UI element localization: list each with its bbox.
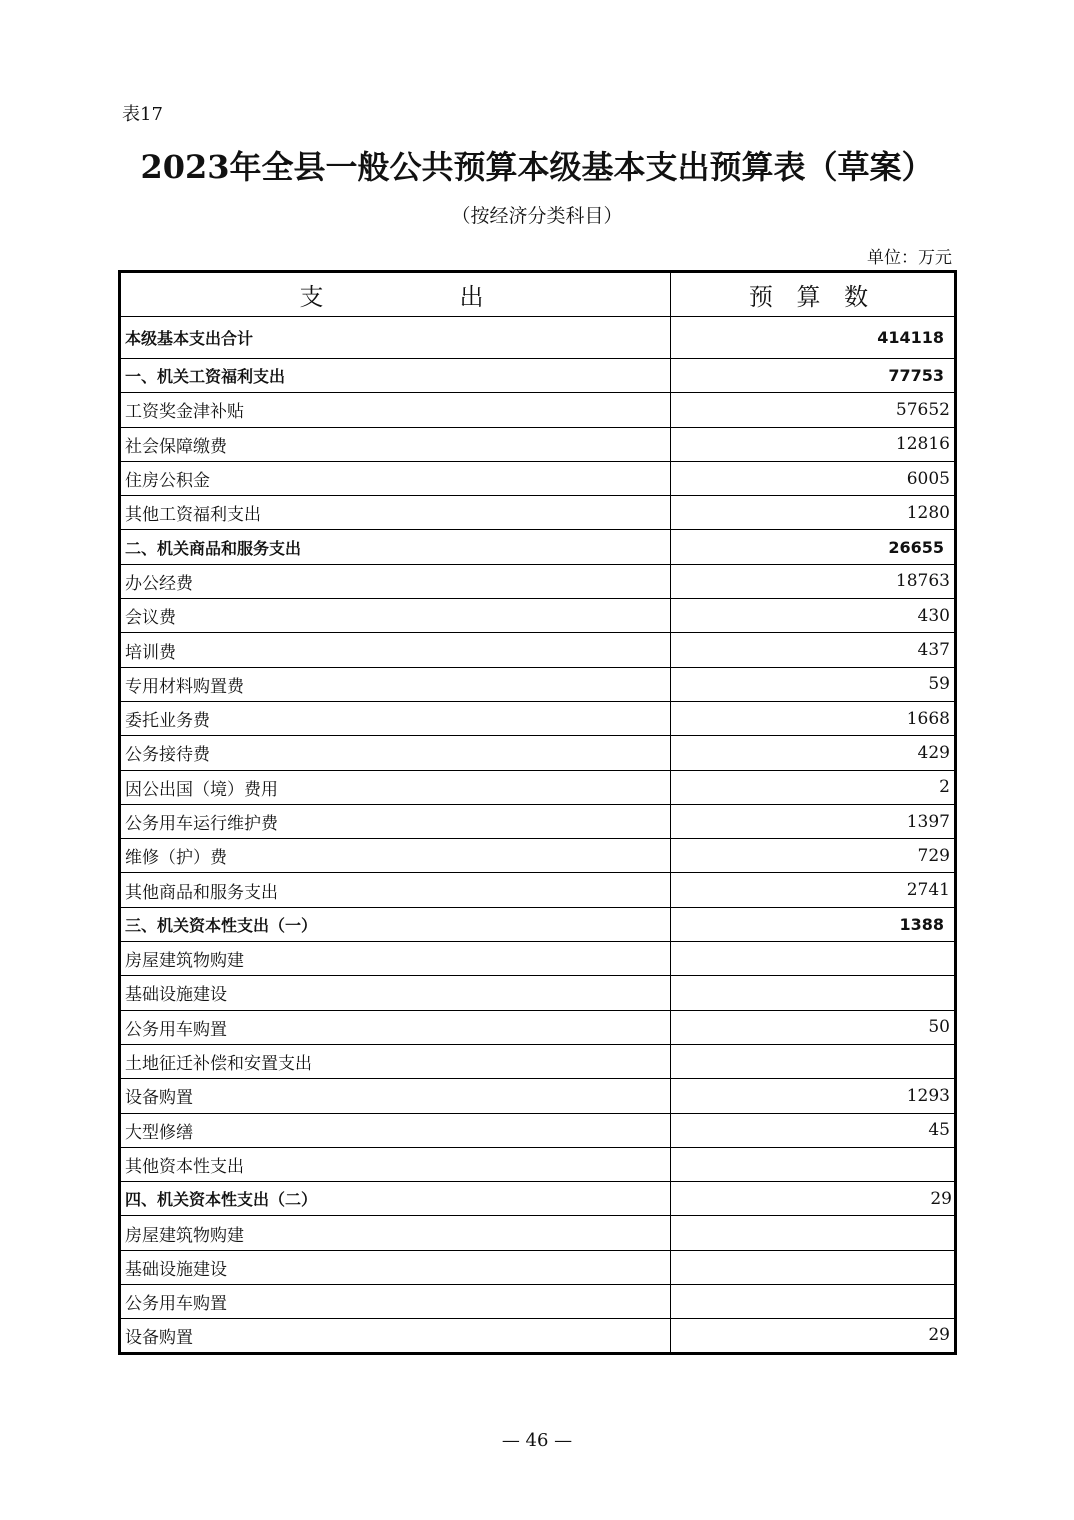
row-value: 729 — [671, 839, 956, 873]
table-row — [120, 942, 956, 976]
row-name: 工资奖金津补贴 — [120, 393, 671, 427]
row-value: 18763 — [671, 564, 956, 598]
row-value: 45 — [671, 1113, 956, 1147]
table-row — [120, 530, 956, 564]
row-value: 1397 — [671, 804, 956, 838]
row-value: 1388 — [671, 907, 956, 941]
table-row — [120, 317, 956, 359]
row-value: 2741 — [671, 873, 956, 907]
table-row — [120, 1010, 956, 1044]
table-row — [120, 667, 956, 701]
row-value: 6005 — [671, 461, 956, 495]
row-name: 一、机关工资福利支出 — [120, 359, 671, 393]
table-row — [120, 736, 956, 770]
table-row — [120, 770, 956, 804]
table-row — [120, 1285, 956, 1319]
table-row — [120, 599, 956, 633]
row-name: 公务用车购置 — [120, 1285, 671, 1319]
row-name: 其他资本性支出 — [120, 1147, 671, 1181]
row-value: 59 — [671, 667, 956, 701]
row-name: 设备购置 — [120, 1079, 671, 1113]
row-name: 三、机关资本性支出（一） — [120, 907, 671, 941]
row-value: 29 — [671, 1319, 956, 1353]
row-value — [671, 1216, 956, 1250]
row-name: 基础设施建设 — [120, 976, 671, 1010]
unit-label: 单位：万元 — [867, 248, 952, 268]
row-name: 专用材料购置费 — [120, 667, 671, 701]
row-name: 住房公积金 — [120, 461, 671, 495]
row-name: 维修（护）费 — [120, 839, 671, 873]
table-row — [120, 1044, 956, 1078]
row-value — [671, 976, 956, 1010]
column-header-expense: 支 出 — [120, 272, 671, 317]
row-value: 2 — [671, 770, 956, 804]
row-value — [671, 942, 956, 976]
row-name: 二、机关商品和服务支出 — [120, 530, 671, 564]
table-row — [120, 1113, 956, 1147]
table-row — [120, 873, 956, 907]
row-name: 会议费 — [120, 599, 671, 633]
budget-table — [118, 270, 957, 1355]
table-row — [120, 359, 956, 393]
table-row — [120, 564, 956, 598]
row-name: 房屋建筑物购建 — [120, 1216, 671, 1250]
row-name: 土地征迁补偿和安置支出 — [120, 1044, 671, 1078]
row-name: 基础设施建设 — [120, 1250, 671, 1284]
table-row — [120, 496, 956, 530]
table-number: 表17 — [122, 104, 163, 125]
row-name: 房屋建筑物购建 — [120, 942, 671, 976]
table-row — [120, 427, 956, 461]
row-value: 50 — [671, 1010, 956, 1044]
row-value: 12816 — [671, 427, 956, 461]
row-value: 1293 — [671, 1079, 956, 1113]
table-row — [120, 701, 956, 735]
table-row — [120, 1216, 956, 1250]
table-row — [120, 1147, 956, 1181]
row-value — [671, 1147, 956, 1181]
table-row — [120, 1250, 956, 1284]
row-value: 429 — [671, 736, 956, 770]
row-value: 77753 — [671, 359, 956, 393]
table-row — [120, 839, 956, 873]
row-value: 29 — [671, 1182, 956, 1216]
row-value: 26655 — [671, 530, 956, 564]
row-value — [671, 1044, 956, 1078]
row-value — [671, 1250, 956, 1284]
row-name: 本级基本支出合计 — [120, 317, 671, 359]
page-subtitle: （按经济分类科目） — [451, 205, 623, 227]
row-name: 公务用车运行维护费 — [120, 804, 671, 838]
row-name: 社会保障缴费 — [120, 427, 671, 461]
table-row — [120, 907, 956, 941]
page-number: — 46 — — [501, 1430, 573, 1451]
table-row — [120, 1182, 956, 1216]
row-name: 大型修缮 — [120, 1113, 671, 1147]
row-name: 办公经费 — [120, 564, 671, 598]
table-row — [120, 633, 956, 667]
row-name: 设备购置 — [120, 1319, 671, 1353]
row-name: 其他工资福利支出 — [120, 496, 671, 530]
row-name: 培训费 — [120, 633, 671, 667]
table-header-row — [120, 272, 956, 317]
row-name: 其他商品和服务支出 — [120, 873, 671, 907]
table-row — [120, 393, 956, 427]
row-value: 1668 — [671, 701, 956, 735]
row-value: 437 — [671, 633, 956, 667]
table-row — [120, 1319, 956, 1353]
row-value: 414118 — [671, 317, 956, 359]
row-value: 57652 — [671, 393, 956, 427]
table-row — [120, 804, 956, 838]
table-row — [120, 461, 956, 495]
row-name: 四、机关资本性支出（二） — [120, 1182, 671, 1216]
column-header-budget: 预 算 数 — [671, 272, 956, 317]
row-name: 因公出国（境）费用 — [120, 770, 671, 804]
row-value: 1280 — [671, 496, 956, 530]
table-row — [120, 976, 956, 1010]
row-name: 委托业务费 — [120, 701, 671, 735]
row-value: 430 — [671, 599, 956, 633]
page-title: 2023年全县一般公共预算本级基本支出预算表（草案） — [140, 148, 934, 186]
row-value — [671, 1285, 956, 1319]
row-name: 公务接待费 — [120, 736, 671, 770]
table-row — [120, 1079, 956, 1113]
row-name: 公务用车购置 — [120, 1010, 671, 1044]
